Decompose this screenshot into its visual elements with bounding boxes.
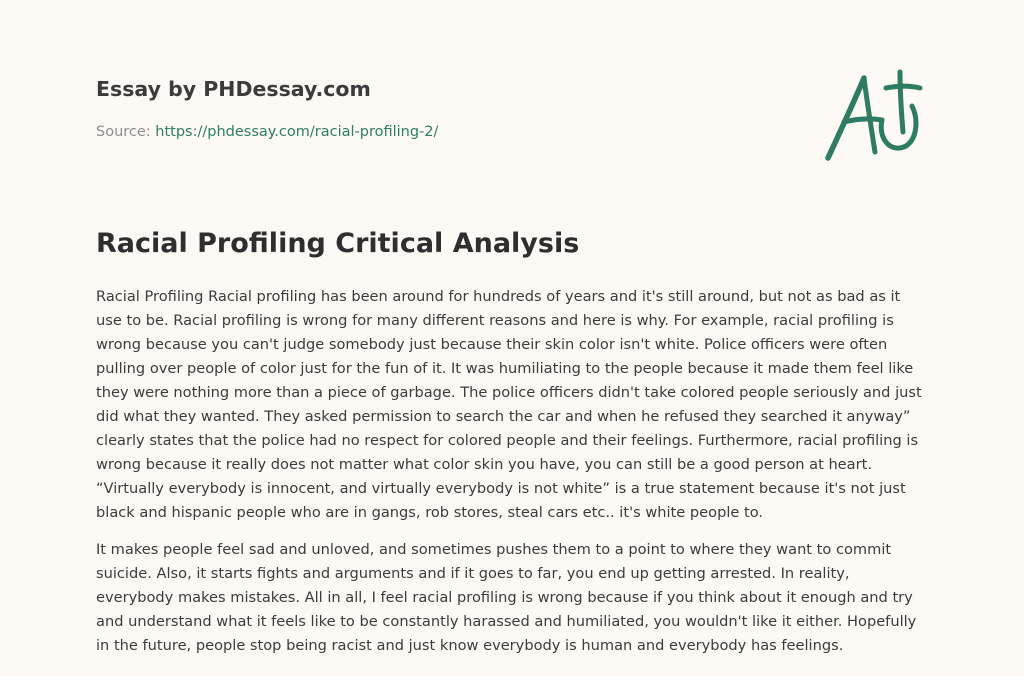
brand-title: Essay by PHDessay.com: [96, 77, 371, 101]
source-line: [96, 122, 796, 142]
essay-body: [96, 285, 928, 671]
essay-paragraph-2: It makes people feel sad and unloved, and sometimes pushes them to a point to where they want to commit suicide. Also, it starts fights and arguments and if it goes to far, you end up getting arrested. In reality, everybody makes mistakes. All in all, I feel racial profiling is wrong because if you think about it enough and try and understand what it feels like to be constantly harassed and humiliated, you wouldn't like it either. Hopefully in the future, people stop being racist and just know everybody is human and everybody has feelings.: [96, 541, 917, 654]
essay-paragraph-1: Racial Profiling Racial profiling has been around for hundreds of years and it's still around, but not as bad as it use to be. Racial profiling is wrong for many different reasons and here is why. For example, racial profiling is wrong because you can't judge somebody just because their skin color isn't white. Police officers were often pulling over people of color just for the fun of it. It was humiliating to the people because it made them feel like they were nothing more than a piece of garbage. The police officers didn't take colored people seriously and just did what they wanted. They asked permission to search the car and when he refused they searched it anyway” clearly states that the police had no respect for colored people and their feelings. Furthermore, racial profiling is wrong because it really does not matter what color skin you have, you can still be a good person at heart. “Virtually everybody is innocent, and virtually everybody is not white” is a true statement because it's not just black and hispanic people who are in gangs, rob stores, steal cars etc.. it's white people to.: [96, 288, 922, 521]
essay-title: Racial Profiling Critical Analysis: [96, 228, 580, 259]
source-link[interactable]: https://phdessay.com/racial-profiling-2/: [155, 124, 439, 140]
page-header: [96, 74, 796, 142]
source-label: Source:: [96, 124, 156, 140]
a-plus-grade-icon: [820, 66, 930, 166]
